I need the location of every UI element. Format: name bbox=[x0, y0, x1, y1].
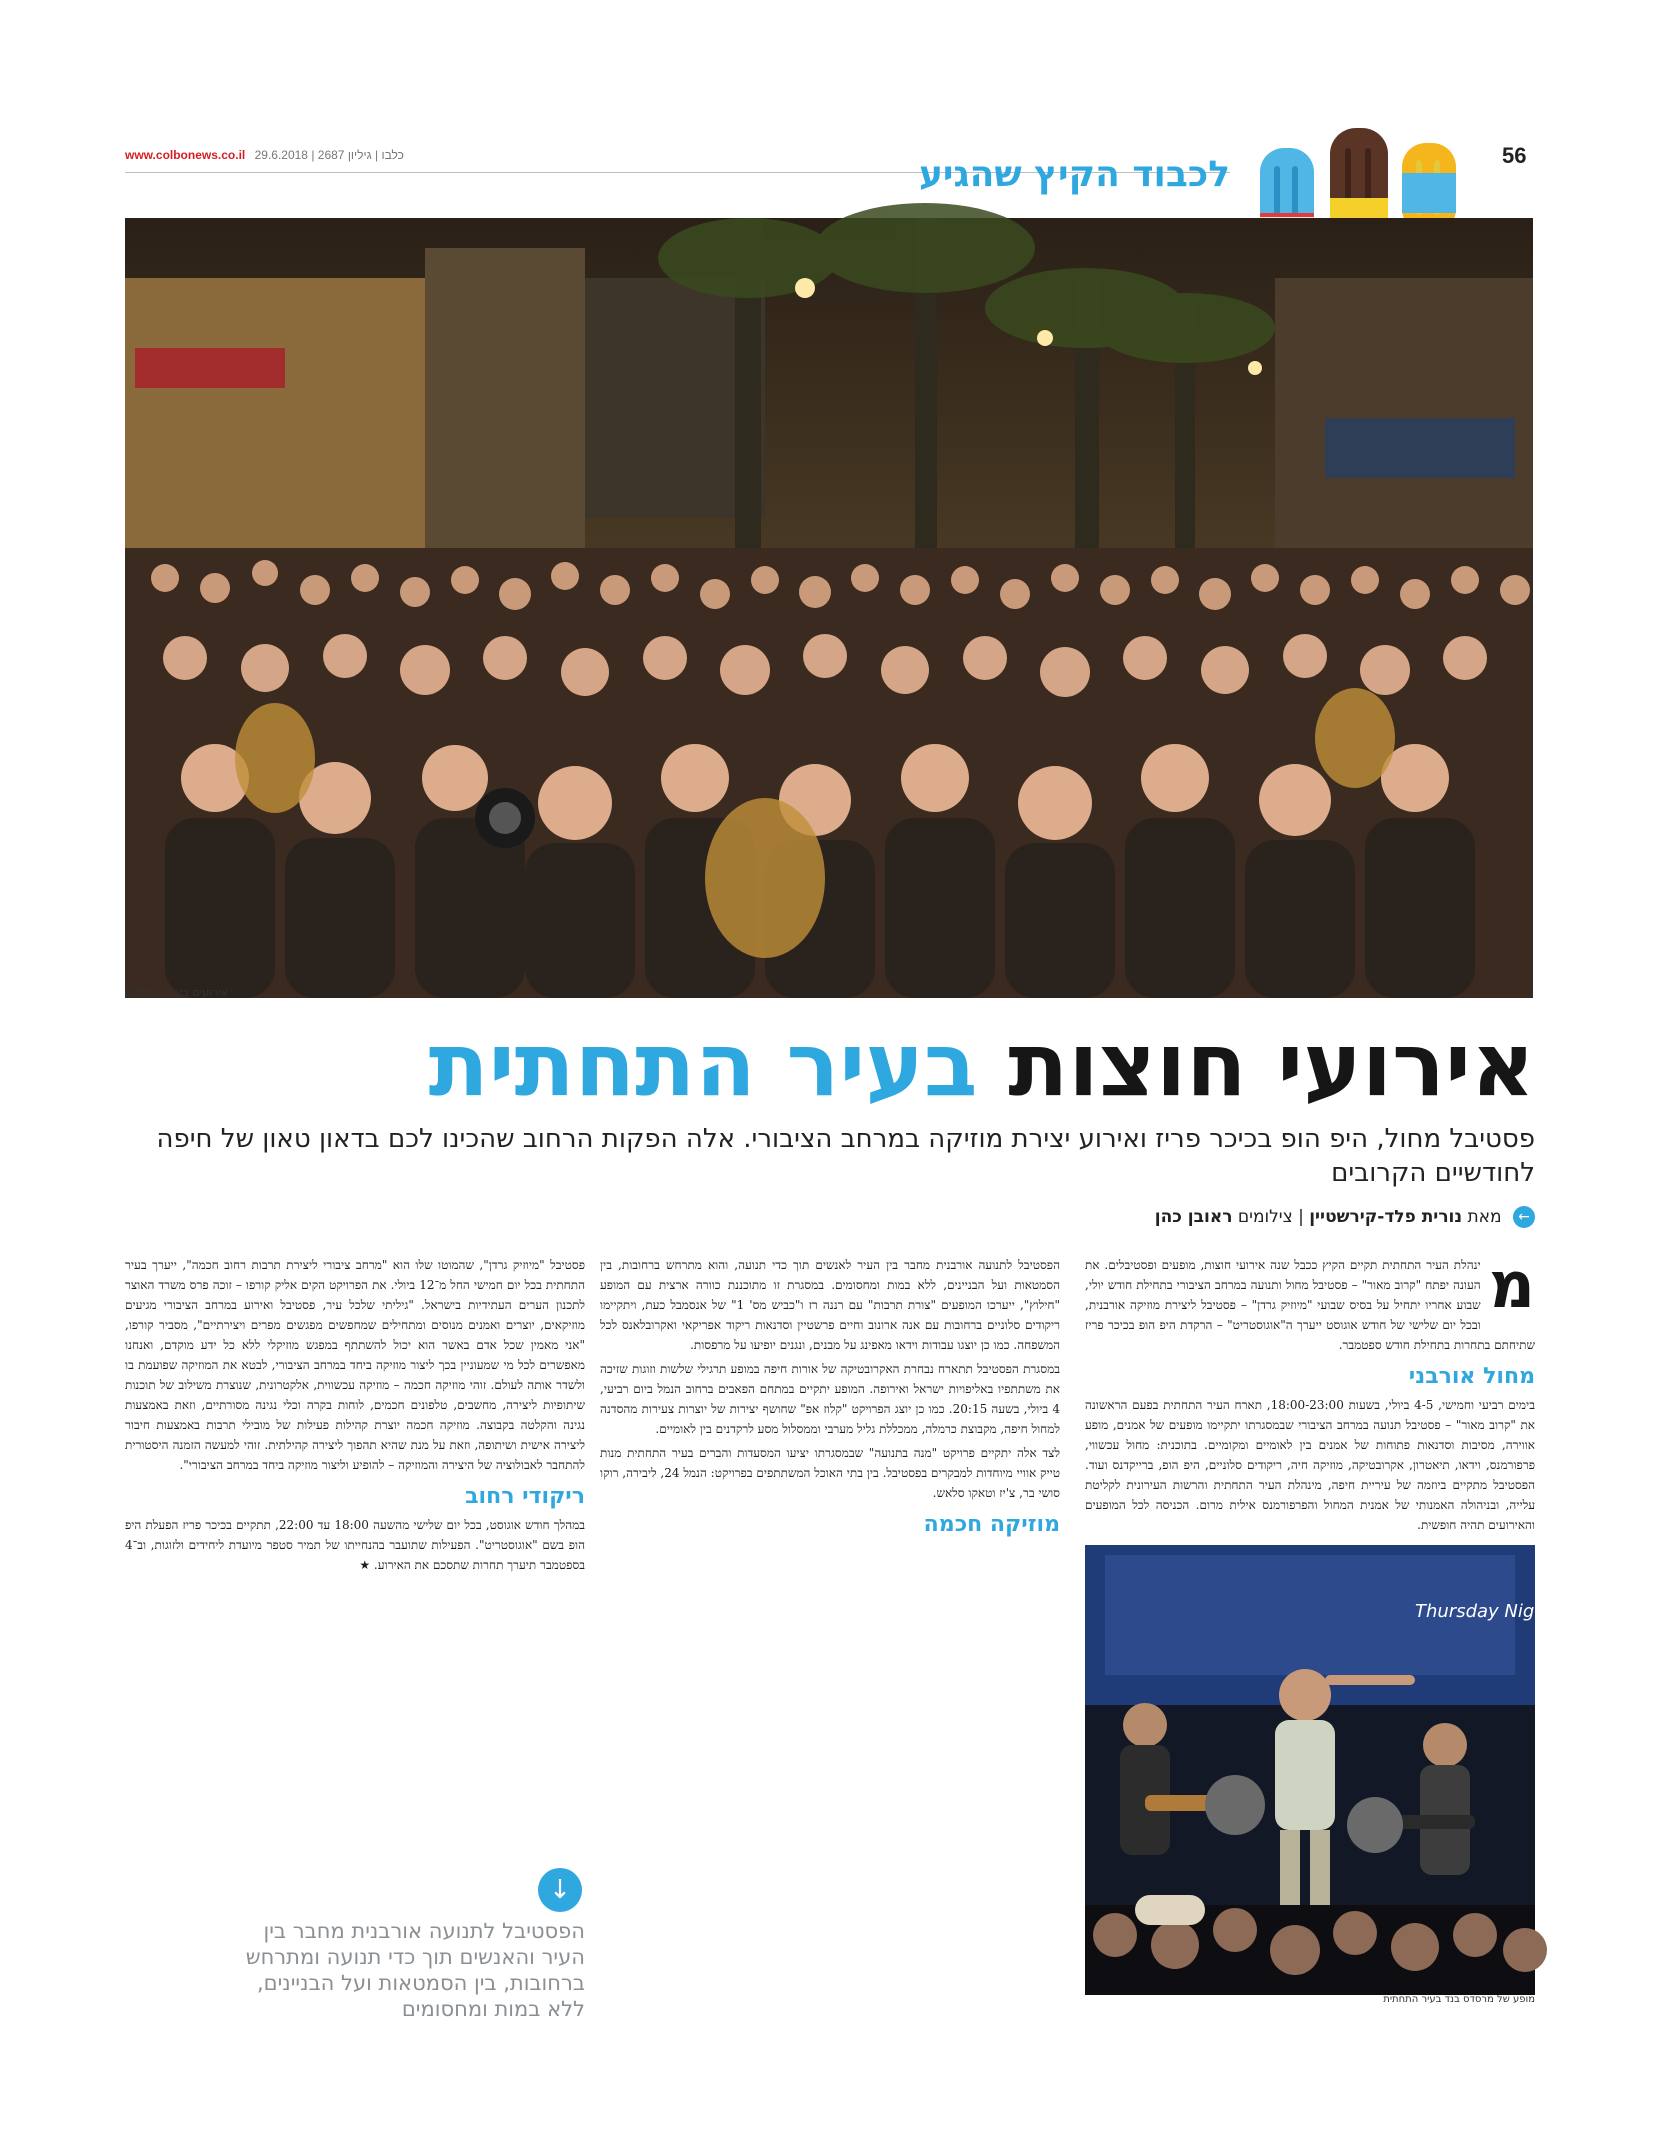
site-link[interactable]: www.colbonews.co.il bbox=[125, 148, 246, 162]
subheading-smart-music: מוזיקה חכמה bbox=[923, 1512, 1060, 1537]
photo-prefix: צילומים bbox=[1237, 1207, 1293, 1227]
photo-caption: אירועים בעיר התחתית bbox=[125, 986, 229, 999]
article-paragraph: בימים רביעי וחמישי, 4-5 ביולי, בשעות 18:00-23:00, תארח העיר התחתית בפעם הראשונה את "קרוב מאור" – פסטיבל תנועה במרחב הציבורי שבמסגרתו יתקיימו מופעים של אמנים, מופע אווירה, מסיבות וסדנאות פתוחות של אמנים בין לאומיים ומקומיים. בתוכנית: מחול עכשווי, פרפורמנס, וידאו, תיאטרון, אקרובטיקה, מוזיקה חיה, ריקודים סלוניים, היפ הופ, ברייקדנס ועוד. הפסטיבל מתקיים ביוזמה של עיריית חיפה, מינהלת העיר התחתית והרשות העירונית לקליטת עלייה, ובניהולה האמנותי של אמנית המחול והפרפורמנס אילית מרום. הכניסה לכל המופעים והאירועים תהיה חופשית. bbox=[1085, 1398, 1536, 1532]
page-number: 56 bbox=[1502, 143, 1527, 168]
subtitle: פסטיבל מחול, היפ הופ בכיכר פריז ואירוע יצירת מוזיקה במרחב הציבורי. אלה הפקות הרחוב שהכינו לכם בדאון טאון של חיפה לחודשיים הקרובים bbox=[156, 1124, 1535, 1188]
article-paragraph: הפסטיבל לתנועה אורבנית מחבר בין העיר לאנשים תוך כדי תנועה, והוא מתרחש ברחובות, בין הסמטאות ועל הבניינים, ללא במות ומחסומים. במסגרת זו מתוכננת כוורה ארצית עם המופע "חילוץ", ייערכו המופעים "צורת תרבות" עם רננה רז ו"כביש מס' 1" של אנסמבל כעת, ויתקיימו ריקודים סלוניים ברחובות עם אנה ארונוב וחיים פרשטיין וסדנאות ריקוד אפריקאי ואקרובלאנס לכל המשפחה. כמו כן יוצגו עבודות וידאו מאפינג על מבנים, ונגנים יופיעו על מרפסות. bbox=[600, 1258, 1060, 1352]
section-title: לכבוד הקיץ שהגיע bbox=[918, 154, 1230, 195]
article-paragraph: במסגרת הפסטיבל תתארח נבחרת האקרובטיקה של אורות חיפה במופע תרגילי שלשות וזוגות שזיכה את משתתפיו באליפויות ישראל ואירופה. המופע יתקיים במתחם הפאבים ברחוב הנמל ביום רביעי, 4 ביולי, בשעה 20:15. כמו כן יוצג הפרויקט "קלוז אפ" שחושף יצירות של יוצרות צעירות מהסדנה למחול חיפה, מקבוצת כרמלה, ממכללת גליל מערבי וממסלול מסע לרקדנים בין לאומיים. bbox=[600, 1362, 1060, 1436]
crowd-photo bbox=[125, 218, 1533, 998]
banner-text: Thursday Nights bbox=[1415, 1601, 1563, 1622]
headline-part-1: אירועי חוצות bbox=[1008, 1013, 1535, 1116]
band-photo bbox=[1085, 1545, 1563, 1995]
issue-info bbox=[125, 148, 404, 162]
headline-part-2: בעיר התחתית bbox=[428, 1013, 978, 1116]
article-column-2 bbox=[600, 1255, 1060, 2025]
byline bbox=[125, 1206, 1535, 1228]
article-column-3 bbox=[125, 1255, 585, 1815]
pull-quote: הפסטיבל לתנועה אורבנית מחבר בין העיר והאנשים תוך כדי תנועה ומתרחש ברחובות, בין הסמטאות ועל הבניינים, ללא במות ומחסומים bbox=[245, 1919, 585, 2021]
article-paragraph: במהלך חודש אוגוסט, בכל יום שלישי מהשעה 18:00 עד 22:00, תתקיים בכיכר פריז הפעלת היפ הופ בשם "אוגוסטריט". הפעילות שתועבר בהנחייתו של תמיר סטפר מיועדת ליחידים ולזוגות, וב־4 בספטמבר תיערך תחרות שתסכם את האירוע. ★ bbox=[125, 1518, 586, 1572]
article-intro: ינהלת העיר התחתית תקיים הקיץ ככבל שנה אירועי חוצות, מופעים ופסטיבלים. את העונה יפתח "קרוב מאור" – פסטיבל מחול ותנועה במרחב הציבורי בתחילת חודש יולי, שבוע אחריו יתחיל על בסיס שבועי "מיוזיק גרדן" – פסטיבל ליצירת מוזיקה אורבנית, ובכל יום שלישי של חודש אוגוסט ייערך ה"אוגוסטריט" – הרקדת היפ הופ בכיכר פריז שתיחתם בתחרות בתחילת חודש ספטמבר. bbox=[1085, 1258, 1535, 1352]
article-paragraph: לצד אלה יתקיים פרויקט "מנה בתנועה" שבמסגרתו יציעו המסעדות והברים בעיר התחתית מנות טייק אוויי מיוחדות למבקרים בפסטיבל. בין בתי האוכל המשתתפים בפרויקט: הנמל 24, ליבירה, רוקו סושי בר, צ'יז וטאקו סלאש. bbox=[600, 1446, 1061, 1500]
arrow-down-icon: ↓ bbox=[538, 1868, 582, 1912]
subheading-street-dance: ריקודי רחוב bbox=[465, 1484, 585, 1509]
subheading-urban-dance: מחול אורבני bbox=[1408, 1364, 1535, 1389]
author-prefix: מאת bbox=[1467, 1207, 1502, 1227]
issue-details: כלבו | גיליון 2687 | 29.6.2018 bbox=[254, 148, 404, 162]
photographer-name: ראובן כהן bbox=[1154, 1207, 1233, 1227]
article-paragraph: פסטיבל "מיוזיק גרדן", שהמוטו שלו הוא "מרחב ציבורי ליצירת תרבות רחוב חכמה", ייערך בעיר התחתית בכל יום חמישי החל מ־12 ביולי. את הפרויקט הקים אליק קורפו – זוכה פרס משרד האוצר לתכנון הערים העתידיות בישראל. "גיליתי שלכל עיר, פסטיבל ואירוע במרחב הציבורי מגיעים מוזיקאים, יוצרים ואמנים מנוסים ומתחילים שמחפשים מפגשים מפרים ויצירתיים", מסביר קורפו, "אני מאמין שכל אדם באשר הוא יכול להשתתף במפגש מוזיקלי ללא כל ידע מוקדם, ואנחנו מאפשרים לכל מי שמעוניין בכך ליצור מוזיקה ביחד במרחב הציבורי, לבטא את המוזיקה שפועמת בו ולשדר אותה לעולם. זוהי מוזיקה חכמה – מוזיקה עכשווית, אלקטרונית, שנוצרת משילוב של תוכנות שיתופיות ליצירה, מחשבים, טלפונים חכמים, לוחות בקרה וכלי נגינה מסורתיים, וזאת באמצעות נגינה והקלטה בקבוצה. מוזיקה חכמה יוצרת קהילות פעילות של מובילי תרבות באמצעות חיבור ליצירה אישית ושיתופה, וזאת על מנת שהיא תהפוך ליצירה קהילתית. זוהי למעשה הזמנה היסטורית להתחבר לאבולוציה של היצירה והמוזיקה – להופיע וליצור מוזיקה ביחד במרחב הציבורי". bbox=[125, 1258, 585, 1472]
arrow-left-icon: ← bbox=[1513, 1206, 1535, 1228]
band-photo-caption: מופע של מרסדס בנד בעיר התחתית bbox=[1383, 1994, 1535, 2005]
drop-cap: מ bbox=[1488, 1249, 1535, 1323]
article-column-1 bbox=[1085, 1249, 1536, 1540]
author-name: נורית פלד-קירשטיין bbox=[1309, 1207, 1463, 1227]
byline-separator: | bbox=[1292, 1207, 1304, 1227]
headline bbox=[125, 1010, 1535, 1120]
